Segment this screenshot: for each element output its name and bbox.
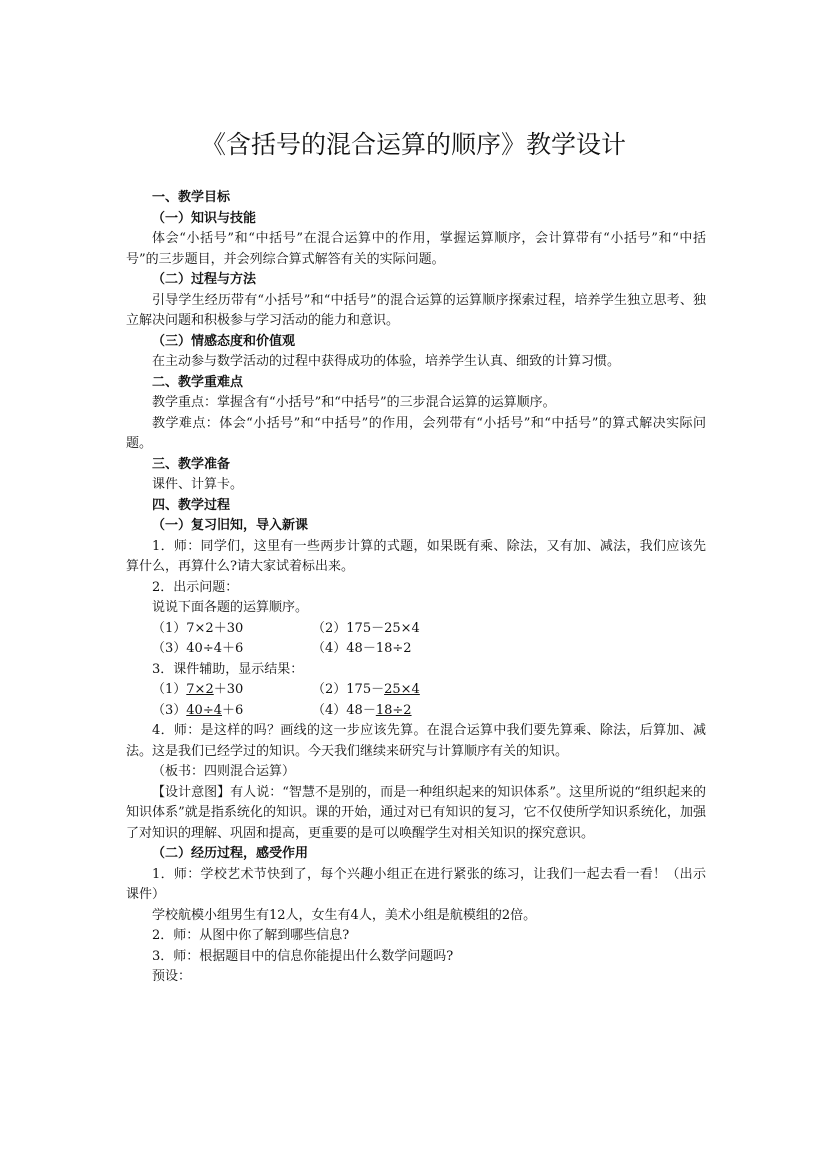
- paragraph: 1．师：学校艺术节快到了，每个兴趣小组正在进行紧张的练习，让我们一起去看一看！（出示课件）: [126, 866, 706, 902]
- heading-key-points: 二、教学重难点: [152, 374, 244, 390]
- paragraph: 体会“小括号”和“中括号”在混合运算中的作用，掌握运算顺序，会计算带有“小括号”和“中括号”的三步题目，并会列综合算式解答有关的实际问题。: [126, 231, 706, 267]
- exercise-item: （4）48－18÷2: [312, 641, 412, 656]
- paragraph: 【设计意图】有人说：“智慧不是别的，而是一种组织起来的知识体系”。这里所说的“组织起来的知识体系”就是指系统化的知识。课的开始，通过对已有知识的复习，它不仅使所学知识系统化，加强了对知识的理解、巩固和提高，更重要的是可以唤醒学生对相关知识的探究意识。: [126, 784, 706, 841]
- underlined-step: 40÷4: [186, 702, 222, 718]
- paragraph: 3．课件辅助，显示结果：: [152, 661, 304, 677]
- underlined-step: 18÷2: [375, 702, 412, 718]
- paragraph: 教学难点：体会“小括号”和“中括号”的作用，会列带有“小括号”和“中括号”的算式解决实际问题。: [126, 415, 706, 451]
- subheading-experience: （二）经历过程，感受作用: [152, 846, 309, 861]
- paragraph: 3．师：根据题目中的信息你能提出什么数学问题吗?: [152, 948, 454, 964]
- result-suffix: ＋30: [213, 682, 244, 697]
- paragraph: 在主动参与数学活动的过程中获得成功的体验，培养学生认真、细致的计算习惯。: [152, 354, 621, 369]
- result-suffix: ＋6: [222, 702, 244, 718]
- underlined-step: 7×2: [186, 682, 214, 697]
- result-prefix: （2）175－: [312, 682, 385, 697]
- result-prefix: （4）48－: [312, 702, 376, 718]
- paragraph: 学校航模小组男生有12人，女生有4人，美术小组是航模组的2倍。: [152, 907, 537, 923]
- paragraph: （板书：四则混合运算）: [152, 764, 296, 779]
- paragraph: 说说下面各题的运算顺序。: [152, 600, 309, 615]
- result-row: [126, 680, 706, 701]
- exercise-item: （2）175－25×4: [312, 620, 420, 636]
- paragraph: 4．师：是这样的吗？画线的这一步应该先算。在混合运算中我们要先算乘、除法，后算加、减法。这是我们已经学过的知识。今天我们继续来研究与计算顺序有关的知识。: [126, 723, 706, 759]
- document-body: [126, 188, 706, 988]
- result-item: [152, 680, 312, 701]
- exercise-item: （1）7×2＋30: [152, 620, 244, 636]
- exercise-row: [126, 639, 706, 660]
- result-prefix: （3）: [152, 702, 187, 718]
- paragraph: 教学重点：掌握含有“小括号”和“中括号”的三步混合运算的运算顺序。: [152, 395, 556, 410]
- paragraph: 1．师：同学们，这里有一些两步计算的式题，如果既有乘、除法，又有加、减法，我们应该先算什么，再算什么?请大家试着标出来。: [126, 538, 706, 574]
- paragraph: 课件、计算卡。: [152, 477, 244, 492]
- paragraph: 2．出示问题：: [152, 579, 239, 595]
- heading-teaching-goals: 一、教学目标: [152, 190, 231, 205]
- paragraph: 预设：: [152, 969, 192, 984]
- result-item: [152, 701, 312, 722]
- paragraph: 2．师：从图中你了解到哪些信息?: [152, 928, 350, 943]
- subheading-review: （一）复习旧知，导入新课: [152, 518, 309, 533]
- subheading-process-method: （二）过程与方法: [152, 272, 257, 287]
- heading-teaching-process: 四、教学过程: [152, 497, 231, 513]
- underlined-step: 25×4: [384, 682, 420, 697]
- exercise-item: （3）40÷4＋6: [152, 641, 244, 656]
- result-prefix: （1）: [152, 682, 187, 697]
- document-title: 《含括号的混合运算的顺序》教学设计: [200, 130, 626, 159]
- subheading-knowledge-skills: （一）知识与技能: [152, 210, 257, 226]
- result-row: [126, 701, 706, 722]
- heading-preparation: 三、教学准备: [152, 456, 231, 472]
- result-item: [312, 680, 420, 701]
- result-item: [312, 701, 412, 722]
- subheading-attitude-values: （三）情感态度和价值观: [152, 333, 296, 349]
- exercise-row: [126, 619, 706, 640]
- paragraph: 引导学生经历带有“小括号”和“中括号”的混合运算的运算顺序探索过程，培养学生独立思考、独立解决问题和积极参与学习活动的能力和意识。: [126, 292, 706, 328]
